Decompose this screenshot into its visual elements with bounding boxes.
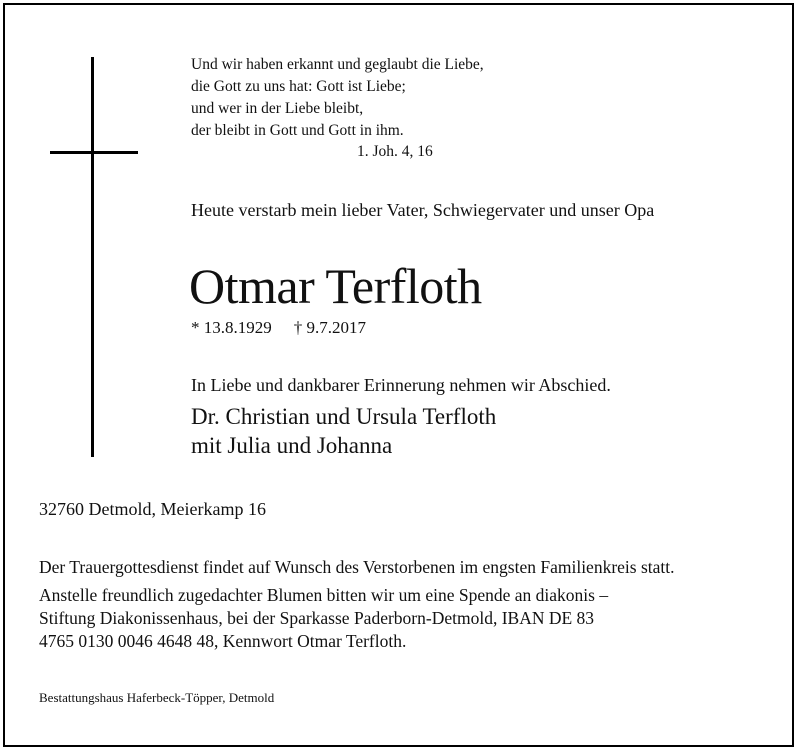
cross-icon-horizontal-bar xyxy=(50,151,138,154)
mourners xyxy=(191,402,496,460)
verse-line: und wer in der Liebe bleibt, xyxy=(191,100,364,117)
undertaker-credit: Bestattungshaus Haferbeck-Töpper, Detmold xyxy=(39,690,275,705)
family-address: 32760 Detmold, Meierkamp 16 xyxy=(39,499,266,519)
birth-date: * 13.8.1929 xyxy=(191,318,272,337)
verse-line: der bleibt in Gott und Gott in ihm. xyxy=(191,122,404,139)
donation-line: Anstelle freundlich zugedachter Blumen bitten wir um eine Spende an diakonis – xyxy=(39,585,609,605)
life-dates xyxy=(191,318,366,338)
verse-line: die Gott zu uns hat: Gott ist Liebe; xyxy=(191,78,406,95)
deceased-name: Otmar Terfloth xyxy=(189,258,482,314)
bible-verse xyxy=(191,54,484,142)
verse-line: Und wir haben erkannt und geglaubt die Liebe, xyxy=(191,56,484,73)
announcement-intro: Heute verstarb mein lieber Vater, Schwiegervater und unser Opa xyxy=(191,200,655,220)
death-date: † 9.7.2017 xyxy=(293,318,366,337)
obituary-notice xyxy=(3,3,794,747)
donation-line: Stiftung Diakonissenhaus, bei der Sparkasse Paderborn-Detmold, IBAN DE 83 xyxy=(39,608,595,628)
mourner-line: Dr. Christian und Ursula Terfloth xyxy=(191,404,497,429)
farewell-line: In Liebe und dankbarer Erinnerung nehmen wir Abschied. xyxy=(191,375,611,395)
funeral-service-note: Der Trauergottesdienst findet auf Wunsch des Verstorbenen im engsten Familienkreis statt. xyxy=(39,557,675,577)
mourner-line: mit Julia und Johanna xyxy=(191,433,393,458)
verse-reference: 1. Joh. 4, 16 xyxy=(357,143,433,160)
donation-line: 4765 0130 0046 4648 48, Kennwort Otmar Terfloth. xyxy=(39,631,407,651)
donation-request xyxy=(39,584,608,653)
cross-icon-vertical-bar xyxy=(91,57,94,457)
